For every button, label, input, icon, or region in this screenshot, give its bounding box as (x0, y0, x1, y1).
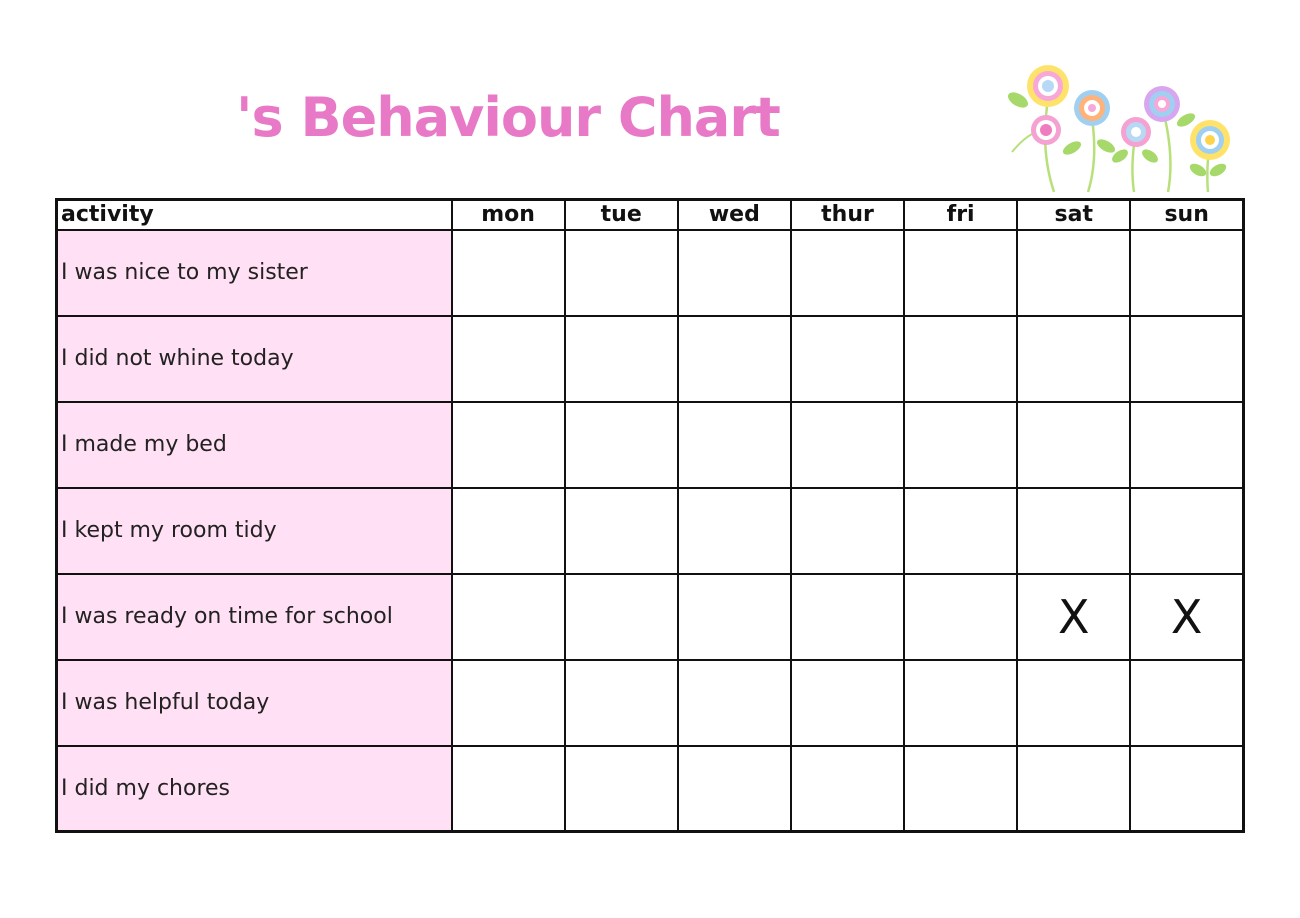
mark-cell[interactable] (1130, 660, 1243, 746)
day-header-fri: fri (904, 200, 1017, 230)
mark-cell[interactable] (791, 574, 904, 660)
mark-cell[interactable] (1130, 746, 1243, 832)
mark-cell[interactable] (452, 660, 565, 746)
day-header-wed: wed (678, 200, 791, 230)
mark-cell[interactable] (565, 488, 678, 574)
mark-cell[interactable] (678, 488, 791, 574)
mark-cell[interactable] (1130, 402, 1243, 488)
mark-cell[interactable] (791, 488, 904, 574)
day-header-mon: mon (452, 200, 565, 230)
chart-title: 's Behaviour Chart (236, 86, 780, 149)
mark-cell[interactable] (1017, 230, 1130, 316)
mark-cell[interactable] (791, 402, 904, 488)
mark-cell[interactable]: X (1017, 574, 1130, 660)
mark-cell[interactable] (678, 230, 791, 316)
table-row (57, 574, 1244, 660)
mark-cell[interactable] (904, 230, 1017, 316)
mark-cell[interactable] (1130, 316, 1243, 402)
activity-cell: I made my bed (57, 402, 452, 488)
mark-cell[interactable] (452, 488, 565, 574)
mark-cell[interactable] (791, 316, 904, 402)
mark-cell[interactable] (452, 230, 565, 316)
behaviour-chart-table (55, 198, 1245, 833)
mark-cell[interactable] (904, 316, 1017, 402)
day-header-thur: thur (791, 200, 904, 230)
activity-cell: I kept my room tidy (57, 488, 452, 574)
mark-cell[interactable] (1017, 316, 1130, 402)
mark-cell[interactable] (791, 230, 904, 316)
table-row (57, 230, 1244, 316)
mark-cell[interactable] (791, 746, 904, 832)
flowers-icon (1000, 60, 1240, 200)
mark-cell[interactable] (452, 402, 565, 488)
mark-cell[interactable] (904, 746, 1017, 832)
mark-cell[interactable] (565, 230, 678, 316)
mark-cell[interactable] (791, 660, 904, 746)
activity-cell: I was ready on time for school (57, 574, 452, 660)
activity-cell: I did not whine today (57, 316, 452, 402)
mark-cell[interactable] (452, 746, 565, 832)
mark-cell[interactable] (678, 574, 791, 660)
activity-cell: I was nice to my sister (57, 230, 452, 316)
mark-cell[interactable] (565, 402, 678, 488)
table-row (57, 402, 1244, 488)
activity-column-header: activity (57, 200, 452, 230)
day-header-tue: tue (565, 200, 678, 230)
activity-cell: I did my chores (57, 746, 452, 832)
mark-cell[interactable] (904, 574, 1017, 660)
mark-cell[interactable] (678, 660, 791, 746)
mark-cell[interactable] (1017, 746, 1130, 832)
mark-cell[interactable]: X (1130, 574, 1243, 660)
mark-cell[interactable] (565, 746, 678, 832)
mark-cell[interactable] (1017, 488, 1130, 574)
header-row (57, 200, 1244, 230)
mark-cell[interactable] (1017, 660, 1130, 746)
mark-cell[interactable] (678, 402, 791, 488)
mark-cell[interactable] (1130, 488, 1243, 574)
mark-cell[interactable] (904, 660, 1017, 746)
mark-cell[interactable] (565, 316, 678, 402)
mark-cell[interactable] (565, 660, 678, 746)
mark-cell[interactable] (904, 488, 1017, 574)
day-header-sun: sun (1130, 200, 1243, 230)
mark-cell[interactable] (904, 402, 1017, 488)
mark-cell[interactable] (565, 574, 678, 660)
table-row (57, 488, 1244, 574)
table-row (57, 746, 1244, 832)
table-row (57, 316, 1244, 402)
table-row (57, 660, 1244, 746)
mark-cell[interactable] (452, 316, 565, 402)
activity-cell: I was helpful today (57, 660, 452, 746)
mark-cell[interactable] (678, 316, 791, 402)
mark-cell[interactable] (452, 574, 565, 660)
mark-cell[interactable] (1130, 230, 1243, 316)
day-header-sat: sat (1017, 200, 1130, 230)
mark-cell[interactable] (678, 746, 791, 832)
mark-cell[interactable] (1017, 402, 1130, 488)
